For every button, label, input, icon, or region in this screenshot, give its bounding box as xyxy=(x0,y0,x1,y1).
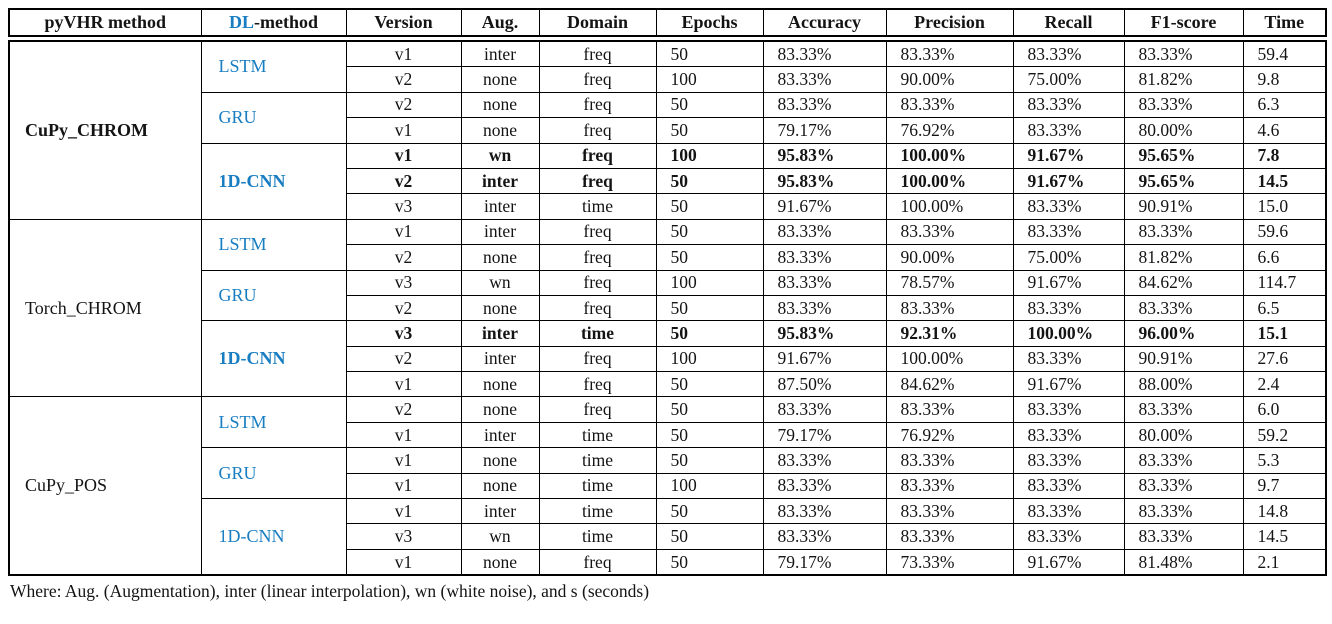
cell-f1-score: 83.33% xyxy=(1124,448,1243,473)
cell-precision: 83.33% xyxy=(886,524,1013,549)
cell-version: v1 xyxy=(346,499,461,524)
cell-domain: time xyxy=(539,194,656,219)
cell-aug: none xyxy=(461,473,539,498)
cell-precision: 83.33% xyxy=(886,41,1013,67)
cell-version: v3 xyxy=(346,321,461,346)
cell-f1-score: 83.33% xyxy=(1124,397,1243,422)
column-header-time: Time xyxy=(1243,9,1326,36)
cell-precision: 84.62% xyxy=(886,372,1013,397)
cell-epochs: 50 xyxy=(656,499,763,524)
cell-time: 9.8 xyxy=(1243,67,1326,92)
cell-epochs: 100 xyxy=(656,143,763,168)
cell-precision: 83.33% xyxy=(886,397,1013,422)
cell-f1-score: 81.82% xyxy=(1124,67,1243,92)
cell-epochs: 50 xyxy=(656,168,763,193)
cell-accuracy: 91.67% xyxy=(763,194,886,219)
cell-version: v1 xyxy=(346,422,461,447)
cell-f1-score: 84.62% xyxy=(1124,270,1243,295)
cell-accuracy: 95.83% xyxy=(763,168,886,193)
cell-version: v1 xyxy=(346,448,461,473)
column-header-precision: Precision xyxy=(886,9,1013,36)
cell-accuracy: 83.33% xyxy=(763,524,886,549)
cell-accuracy: 83.33% xyxy=(763,473,886,498)
cell-epochs: 50 xyxy=(656,422,763,447)
cell-precision: 83.33% xyxy=(886,92,1013,117)
cell-recall: 91.67% xyxy=(1013,143,1124,168)
cell-time: 6.6 xyxy=(1243,245,1326,270)
cell-precision: 100.00% xyxy=(886,346,1013,371)
cell-f1-score: 95.65% xyxy=(1124,168,1243,193)
cell-precision: 100.00% xyxy=(886,143,1013,168)
cell-precision: 100.00% xyxy=(886,194,1013,219)
dl-method-cell: GRU xyxy=(201,92,346,143)
dl-accent-text: DL xyxy=(228,12,254,32)
cell-aug: inter xyxy=(461,499,539,524)
cell-version: v1 xyxy=(346,41,461,67)
cell-aug: inter xyxy=(461,168,539,193)
cell-precision: 92.31% xyxy=(886,321,1013,346)
column-header-f1-score: F1-score xyxy=(1124,9,1243,36)
table-row xyxy=(9,219,1326,244)
pyvhr-method-cell: CuPy_CHROM xyxy=(9,41,201,219)
cell-f1-score: 83.33% xyxy=(1124,295,1243,320)
cell-f1-score: 90.91% xyxy=(1124,346,1243,371)
cell-f1-score: 83.33% xyxy=(1124,499,1243,524)
cell-version: v1 xyxy=(346,549,461,575)
column-header-version: Version xyxy=(346,9,461,36)
dl-method-cell: GRU xyxy=(201,448,346,499)
cell-recall: 83.33% xyxy=(1013,92,1124,117)
cell-aug: none xyxy=(461,549,539,575)
cell-version: v1 xyxy=(346,372,461,397)
cell-epochs: 50 xyxy=(656,194,763,219)
cell-version: v2 xyxy=(346,346,461,371)
cell-epochs: 50 xyxy=(656,41,763,67)
cell-accuracy: 83.33% xyxy=(763,245,886,270)
table-row xyxy=(9,448,1326,473)
cell-epochs: 50 xyxy=(656,295,763,320)
table-row xyxy=(9,41,1326,67)
cell-accuracy: 83.33% xyxy=(763,270,886,295)
cell-epochs: 50 xyxy=(656,118,763,143)
cell-version: v2 xyxy=(346,245,461,270)
cell-domain: freq xyxy=(539,41,656,67)
cell-aug: wn xyxy=(461,143,539,168)
cell-domain: freq xyxy=(539,219,656,244)
cell-domain: freq xyxy=(539,245,656,270)
cell-recall: 83.33% xyxy=(1013,194,1124,219)
cell-domain: freq xyxy=(539,143,656,168)
cell-epochs: 100 xyxy=(656,270,763,295)
cell-recall: 83.33% xyxy=(1013,295,1124,320)
cell-aug: inter xyxy=(461,321,539,346)
column-header-epochs: Epochs xyxy=(656,9,763,36)
cell-version: v2 xyxy=(346,295,461,320)
cell-epochs: 100 xyxy=(656,473,763,498)
cell-recall: 75.00% xyxy=(1013,245,1124,270)
column-header-accuracy: Accuracy xyxy=(763,9,886,36)
cell-recall: 91.67% xyxy=(1013,549,1124,575)
cell-f1-score: 81.82% xyxy=(1124,245,1243,270)
cell-epochs: 50 xyxy=(656,321,763,346)
dl-method-cell: 1D-CNN xyxy=(201,499,346,576)
cell-domain: freq xyxy=(539,92,656,117)
cell-aug: wn xyxy=(461,270,539,295)
cell-aug: none xyxy=(461,372,539,397)
cell-accuracy: 91.67% xyxy=(763,346,886,371)
cell-domain: time xyxy=(539,448,656,473)
dl-method-cell: 1D-CNN xyxy=(201,321,346,397)
cell-aug: inter xyxy=(461,41,539,67)
cell-recall: 83.33% xyxy=(1013,397,1124,422)
cell-time: 27.6 xyxy=(1243,346,1326,371)
cell-version: v1 xyxy=(346,219,461,244)
column-header-pyvhr-method: pyVHR method xyxy=(9,9,201,36)
cell-precision: 90.00% xyxy=(886,245,1013,270)
cell-time: 9.7 xyxy=(1243,473,1326,498)
cell-aug: none xyxy=(461,118,539,143)
cell-aug: none xyxy=(461,245,539,270)
cell-domain: freq xyxy=(539,549,656,575)
table-row xyxy=(9,143,1326,168)
cell-time: 2.1 xyxy=(1243,549,1326,575)
cell-f1-score: 83.33% xyxy=(1124,219,1243,244)
cell-recall: 83.33% xyxy=(1013,41,1124,67)
cell-recall: 91.67% xyxy=(1013,372,1124,397)
cell-precision: 90.00% xyxy=(886,67,1013,92)
cell-accuracy: 87.50% xyxy=(763,372,886,397)
cell-aug: inter xyxy=(461,194,539,219)
cell-domain: time xyxy=(539,422,656,447)
cell-recall: 100.00% xyxy=(1013,321,1124,346)
cell-epochs: 50 xyxy=(656,92,763,117)
cell-recall: 75.00% xyxy=(1013,67,1124,92)
cell-recall: 91.67% xyxy=(1013,270,1124,295)
cell-version: v3 xyxy=(346,270,461,295)
cell-recall: 83.33% xyxy=(1013,118,1124,143)
header-row xyxy=(9,9,1326,36)
dl-method-cell: GRU xyxy=(201,270,346,321)
cell-aug: wn xyxy=(461,524,539,549)
cell-accuracy: 95.83% xyxy=(763,321,886,346)
cell-accuracy: 83.33% xyxy=(763,448,886,473)
cell-time: 6.5 xyxy=(1243,295,1326,320)
cell-f1-score: 80.00% xyxy=(1124,118,1243,143)
cell-time: 59.4 xyxy=(1243,41,1326,67)
dl-method-cell: 1D-CNN xyxy=(201,143,346,219)
cell-time: 14.5 xyxy=(1243,524,1326,549)
cell-time: 6.0 xyxy=(1243,397,1326,422)
cell-epochs: 50 xyxy=(656,524,763,549)
cell-recall: 83.33% xyxy=(1013,499,1124,524)
cell-precision: 83.33% xyxy=(886,448,1013,473)
cell-domain: freq xyxy=(539,168,656,193)
cell-time: 15.0 xyxy=(1243,194,1326,219)
cell-aug: none xyxy=(461,92,539,117)
table-row xyxy=(9,321,1326,346)
cell-domain: time xyxy=(539,321,656,346)
table-footnote: Where: Aug. (Augmentation), inter (linear interpolation), wn (white noise), and s (seconds) xyxy=(10,581,650,602)
results-table-container xyxy=(8,8,1326,602)
cell-time: 7.8 xyxy=(1243,143,1326,168)
cell-time: 15.1 xyxy=(1243,321,1326,346)
cell-version: v3 xyxy=(346,194,461,219)
cell-version: v2 xyxy=(346,92,461,117)
cell-accuracy: 83.33% xyxy=(763,92,886,117)
cell-time: 59.2 xyxy=(1243,422,1326,447)
cell-epochs: 50 xyxy=(656,448,763,473)
cell-precision: 76.92% xyxy=(886,422,1013,447)
cell-f1-score: 80.00% xyxy=(1124,422,1243,447)
cell-precision: 83.33% xyxy=(886,473,1013,498)
cell-time: 59.6 xyxy=(1243,219,1326,244)
cell-aug: none xyxy=(461,397,539,422)
cell-aug: inter xyxy=(461,422,539,447)
cell-f1-score: 96.00% xyxy=(1124,321,1243,346)
cell-time: 114.7 xyxy=(1243,270,1326,295)
cell-domain: freq xyxy=(539,295,656,320)
cell-f1-score: 81.48% xyxy=(1124,549,1243,575)
dl-method-cell: LSTM xyxy=(201,219,346,270)
cell-recall: 83.33% xyxy=(1013,524,1124,549)
cell-recall: 83.33% xyxy=(1013,473,1124,498)
cell-accuracy: 79.17% xyxy=(763,422,886,447)
cell-epochs: 100 xyxy=(656,346,763,371)
table-row xyxy=(9,270,1326,295)
cell-accuracy: 83.33% xyxy=(763,499,886,524)
cell-epochs: 50 xyxy=(656,219,763,244)
results-table-body xyxy=(8,40,1327,576)
dl-method-cell: LSTM xyxy=(201,397,346,448)
cell-accuracy: 95.83% xyxy=(763,143,886,168)
cell-precision: 83.33% xyxy=(886,499,1013,524)
column-header-domain: Domain xyxy=(539,9,656,36)
cell-domain: time xyxy=(539,524,656,549)
cell-domain: time xyxy=(539,499,656,524)
cell-accuracy: 83.33% xyxy=(763,41,886,67)
cell-precision: 100.00% xyxy=(886,168,1013,193)
cell-precision: 83.33% xyxy=(886,219,1013,244)
cell-precision: 83.33% xyxy=(886,295,1013,320)
cell-time: 6.3 xyxy=(1243,92,1326,117)
pyvhr-method-cell: Torch_CHROM xyxy=(9,219,201,397)
cell-epochs: 50 xyxy=(656,372,763,397)
cell-domain: freq xyxy=(539,67,656,92)
cell-accuracy: 79.17% xyxy=(763,118,886,143)
cell-domain: freq xyxy=(539,397,656,422)
cell-accuracy: 83.33% xyxy=(763,397,886,422)
column-header-dl-method: DL-method xyxy=(201,9,346,36)
pyvhr-method-cell: CuPy_POS xyxy=(9,397,201,575)
dl-method-cell: LSTM xyxy=(201,41,346,92)
cell-recall: 83.33% xyxy=(1013,346,1124,371)
cell-aug: none xyxy=(461,295,539,320)
cell-recall: 91.67% xyxy=(1013,168,1124,193)
cell-version: v1 xyxy=(346,473,461,498)
cell-aug: inter xyxy=(461,219,539,244)
cell-aug: inter xyxy=(461,346,539,371)
cell-epochs: 50 xyxy=(656,245,763,270)
cell-precision: 73.33% xyxy=(886,549,1013,575)
cell-accuracy: 83.33% xyxy=(763,67,886,92)
cell-f1-score: 88.00% xyxy=(1124,372,1243,397)
cell-recall: 83.33% xyxy=(1013,219,1124,244)
cell-f1-score: 95.65% xyxy=(1124,143,1243,168)
cell-time: 5.3 xyxy=(1243,448,1326,473)
cell-version: v2 xyxy=(346,67,461,92)
cell-recall: 83.33% xyxy=(1013,422,1124,447)
cell-time: 14.8 xyxy=(1243,499,1326,524)
results-table-header xyxy=(8,8,1327,37)
cell-version: v1 xyxy=(346,143,461,168)
table-row xyxy=(9,499,1326,524)
cell-epochs: 50 xyxy=(656,397,763,422)
column-header-aug: Aug. xyxy=(461,9,539,36)
cell-f1-score: 83.33% xyxy=(1124,473,1243,498)
cell-f1-score: 83.33% xyxy=(1124,524,1243,549)
cell-aug: none xyxy=(461,448,539,473)
cell-time: 14.5 xyxy=(1243,168,1326,193)
cell-accuracy: 83.33% xyxy=(763,219,886,244)
column-header-recall: Recall xyxy=(1013,9,1124,36)
cell-f1-score: 83.33% xyxy=(1124,92,1243,117)
cell-epochs: 100 xyxy=(656,67,763,92)
table-row xyxy=(9,92,1326,117)
cell-version: v1 xyxy=(346,118,461,143)
cell-domain: time xyxy=(539,473,656,498)
cell-aug: none xyxy=(461,67,539,92)
cell-version: v2 xyxy=(346,397,461,422)
cell-time: 4.6 xyxy=(1243,118,1326,143)
cell-domain: freq xyxy=(539,346,656,371)
cell-version: v2 xyxy=(346,168,461,193)
cell-version: v3 xyxy=(346,524,461,549)
table-row xyxy=(9,397,1326,422)
cell-time: 2.4 xyxy=(1243,372,1326,397)
cell-accuracy: 83.33% xyxy=(763,295,886,320)
cell-f1-score: 83.33% xyxy=(1124,41,1243,67)
cell-accuracy: 79.17% xyxy=(763,549,886,575)
cell-f1-score: 90.91% xyxy=(1124,194,1243,219)
cell-epochs: 50 xyxy=(656,549,763,575)
cell-domain: freq xyxy=(539,372,656,397)
cell-precision: 76.92% xyxy=(886,118,1013,143)
cell-domain: freq xyxy=(539,270,656,295)
cell-recall: 83.33% xyxy=(1013,448,1124,473)
cell-domain: freq xyxy=(539,118,656,143)
cell-precision: 78.57% xyxy=(886,270,1013,295)
